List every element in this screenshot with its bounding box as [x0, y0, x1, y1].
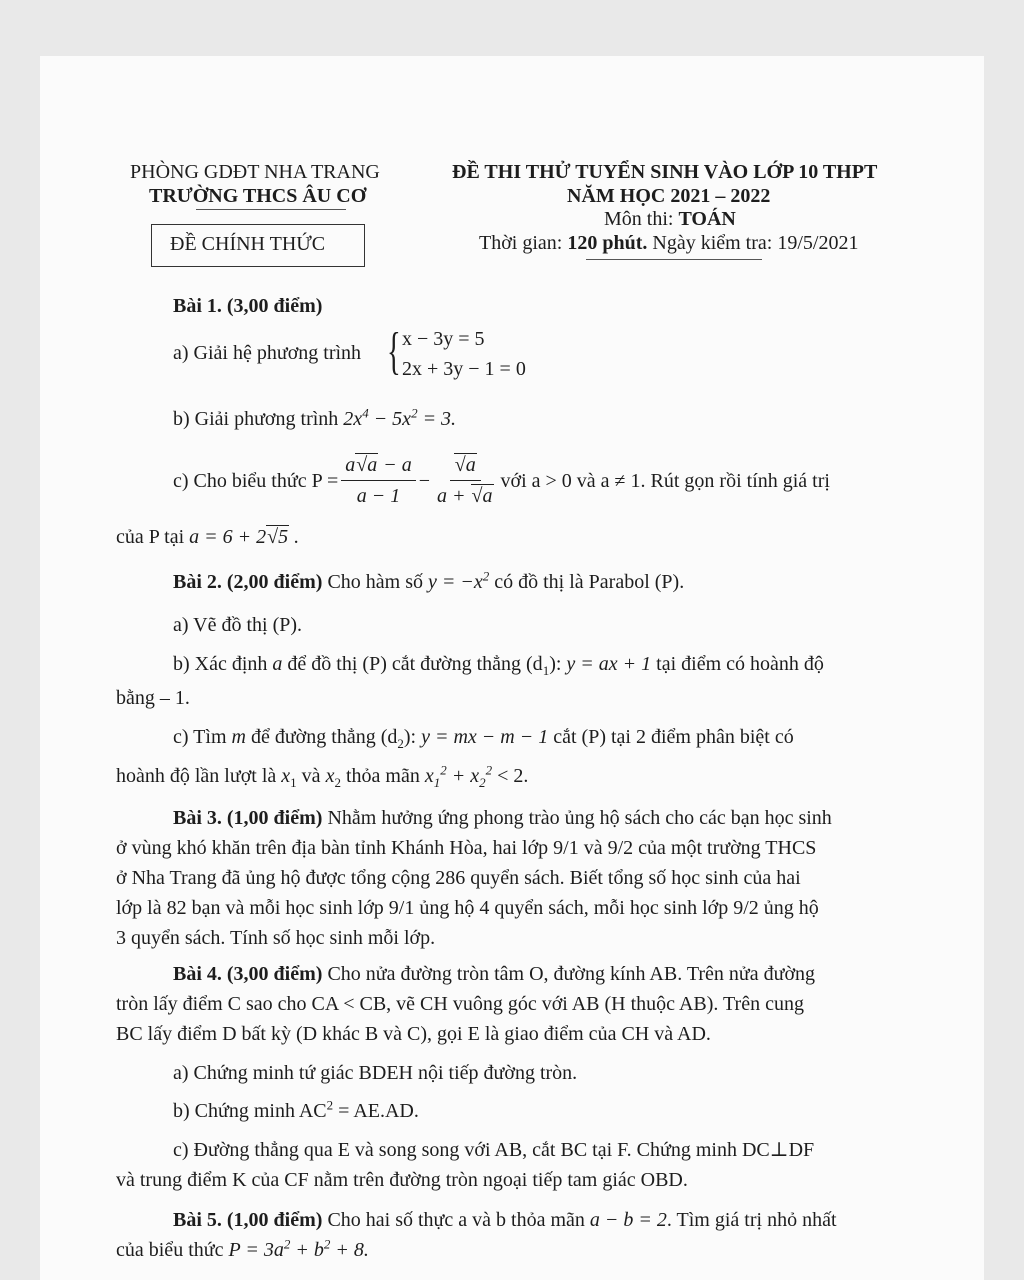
bai4-l2m: CA < CB: [311, 993, 387, 1015]
bai4-a: a) Chứng minh tứ giác BDEH nội tiếp đường tròn.: [173, 1062, 578, 1084]
bai2-c-mid: để đường thẳng (d: [245, 726, 398, 748]
bai5-title: Bài 5. (1,00 điểm): [173, 1209, 323, 1231]
bai1-a-text: a) Giải hệ phương trình: [173, 342, 362, 364]
bai4-b: b) Chứng minh $AC^2 = AE.AD$.: [173, 1097, 419, 1122]
line-d1: y = ax + 1: [566, 653, 652, 675]
bai1-c-value: a = 6 + 2√5 .: [189, 526, 300, 548]
bai4-c2: và trung điểm K của CF nằm trên đường tròn ngoại tiếp tam giác OBD.: [116, 1169, 688, 1191]
bai2-inequality: $x_1^2 + x_2^2$: [424, 762, 493, 790]
bai2-title: Bài 2. (2,00 điểm): [173, 571, 323, 593]
school-year: NĂM HỌC 2021 – 2022: [567, 185, 771, 207]
time-line: [479, 231, 858, 255]
system-eq1: x − 3y = 5: [402, 328, 485, 350]
bai1-b-text: b) Giải phương trình: [173, 408, 344, 430]
header-underline: [586, 259, 762, 260]
bai2-a: a) Vẽ đồ thị (P).: [173, 614, 303, 636]
time-label: Thời gian:: [479, 232, 568, 254]
subject-name: TOÁN: [678, 208, 736, 230]
bai3-line5: 3 quyển sách. Tính số học sinh mỗi lớp.: [116, 927, 436, 949]
bai1-title: Bài 1. (3,00 điểm): [173, 295, 323, 317]
bai4-line1: [173, 960, 815, 988]
bai2-c-cont-text: hoành độ lần lượt là: [116, 765, 282, 787]
bai2-intro-text: Cho hàm số: [322, 571, 428, 593]
bai2-c-end: cắt (P) tại 2 điểm phân biệt có: [548, 726, 794, 748]
system-eq2: 2x + 3y − 1 = 0: [402, 358, 526, 380]
bai2-c-cont: hoành độ lần lượt là $x_1$ và $x_2$ thỏa mãn $x_1^2 + x_2^2 < 2$.: [116, 762, 529, 790]
time-value: 120 phút.: [567, 232, 648, 254]
bai3-title: Bài 3. (1,00 điểm): [173, 807, 323, 829]
exam-date: Ngày kiểm tra: 19/5/2021: [647, 232, 859, 254]
subject-label: Môn thi:: [604, 208, 679, 230]
bai3-l1: Nhằm hưởng ứng phong trào ủng hộ sách cho các bạn học sinh: [322, 807, 832, 829]
bai4-l1: Cho nửa đường tròn tâm O, đường kính AB. Trên nửa đường: [322, 963, 816, 985]
bai2-b-mid: để đồ thị (P) cắt đường thẳng (d: [282, 653, 543, 675]
school-name: TRƯỜNG THCS ÂU CƠ: [149, 185, 367, 207]
bai5-l1a: Cho hai số thực a và b thỏa mãn: [322, 1209, 590, 1231]
bai2-b-start: b) Xác định: [173, 653, 273, 675]
bai5-l2: của biểu thức: [116, 1239, 229, 1261]
bai1-c: c) Cho biểu thức P = $\frac{a√a - a}{a - 1}$ − $\frac{√a}{a + √a}$ với a > 0 và a ≠ 1. Rút gọn rồi tính giá trị: [173, 454, 830, 507]
bai1-c-cont: [116, 523, 299, 551]
bai4-line3: BC lấy điểm D bất kỳ (D khác B và C), gọi E là giao điểm của CH và AD.: [116, 1023, 711, 1045]
bai4-c1: c) Đường thẳng qua E và song song với AB, cắt BC tại F. Chứng minh DC⊥DF: [173, 1139, 815, 1161]
subject-line: [604, 207, 736, 231]
bai1-c-text: c) Cho biểu thức P =: [173, 469, 339, 492]
bai1-b: [173, 405, 456, 433]
fraction-1: $\frac{a√a - a}{a - 1}$: [341, 452, 415, 509]
bai4-line2: [116, 990, 804, 1018]
bai4-b-end: = AE.AD.: [333, 1100, 419, 1122]
bai1-b-equation: $2x^4 - 5x^2 = 3$.: [343, 405, 457, 430]
system-brace: {: [387, 323, 401, 380]
fraction-2: $\frac{√a}{a + √a}$: [437, 454, 493, 507]
bai2-function: $y = -x^2$: [428, 568, 490, 593]
official-label: ĐỀ CHÍNH THỨC: [170, 233, 326, 255]
bai5-l1b: . Tìm giá trị nhỏ nhất: [666, 1209, 837, 1231]
bai4-b-text: b) Chứng minh AC: [173, 1100, 327, 1122]
bai2-intro-end: có đồ thị là Parabol (P).: [489, 571, 685, 593]
bai2-c: c) Tìm m để đường thẳng $(d_2)$: y = mx − m − 1 cắt (P) tại 2 điểm phân biệt có: [173, 726, 794, 751]
bai3-line4: lớp là 82 bạn và mỗi học sinh lớp 9/1 ủng hộ 4 quyển sách, mỗi học sinh lớp 9/2 ủng hộ: [116, 897, 819, 919]
bai2-b: b) Xác định a để đồ thị (P) cắt đường thẳng $(d_1)$: y = ax + 1 tại điểm có hoành độ: [173, 653, 824, 678]
line-d2: y = mx − m − 1: [421, 726, 549, 748]
bai2-intro: [173, 568, 684, 596]
bai4-title: Bài 4. (3,00 điểm): [173, 963, 323, 985]
bai3-line1: [173, 804, 832, 832]
var-m: m: [231, 726, 246, 748]
bai1-c-condition: với a > 0 và a ≠ 1. Rút gọn rồi tính giá trị: [500, 469, 830, 492]
bai5-line1: [173, 1206, 837, 1234]
bai5-condition: a − b = 2: [589, 1209, 667, 1231]
var-a: a: [272, 653, 283, 675]
bai5-expression: $P = 3a^2 + b^2 + 8$.: [228, 1236, 369, 1261]
bai4-l2a: tròn lấy điểm C sao cho: [116, 993, 312, 1015]
exam-title: ĐỀ THI THỬ TUYỂN SINH VÀO LỚP 10 THPT: [452, 161, 878, 183]
bai1-c-cont-text: của P tại: [116, 526, 190, 548]
bai4-l2b: , vẽ CH vuông góc với AB (H thuộc AB). Trên cung: [386, 993, 804, 1015]
bai2-b-cont: bằng – 1.: [116, 687, 190, 709]
school-underline: [196, 209, 346, 210]
bai3-line3: ở Nha Trang đã ủng hộ được tổng cộng 286 quyển sách. Biết tổng số học sinh của hai: [116, 867, 801, 889]
department-name: PHÒNG GDĐT NHA TRANG: [130, 161, 380, 183]
bai3-line2: ở vùng khó khăn trên địa bàn tỉnh Khánh Hòa, hai lớp 9/1 và 9/2 của một trường THCS: [116, 837, 817, 859]
bai2-c-start: c) Tìm: [173, 726, 232, 748]
bai2-b-end: tại điểm có hoành độ: [651, 653, 824, 675]
bai5-line2: [116, 1236, 369, 1264]
